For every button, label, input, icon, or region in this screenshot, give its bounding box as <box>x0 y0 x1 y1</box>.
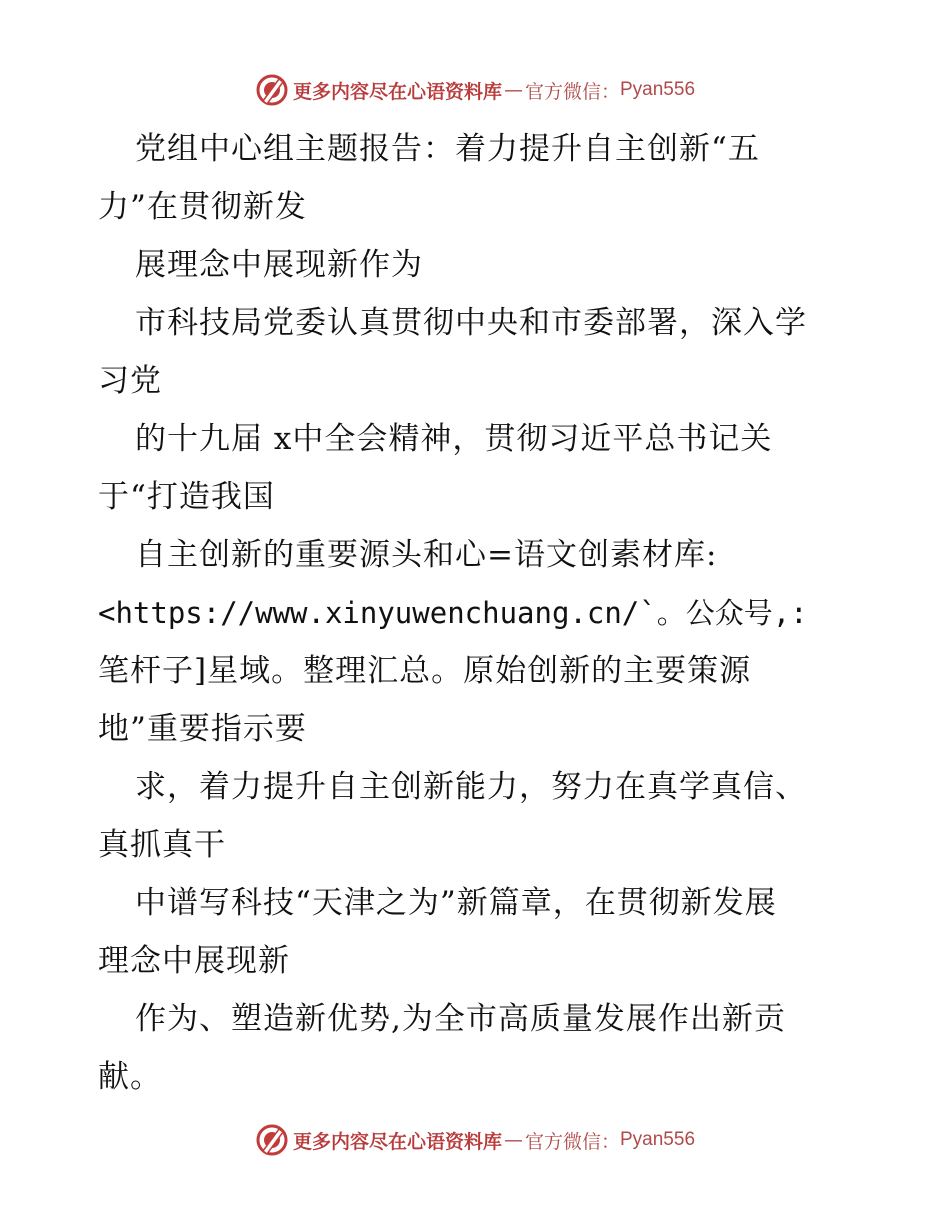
doc-line: 真抓真干 <box>98 827 226 863</box>
doc-line: 于“打造我国 <box>98 479 275 515</box>
document-body <box>98 120 868 1106</box>
doc-line: 展理念中展现新作为 <box>135 247 423 283</box>
doc-line: 党组中心组主题报告：着力提升自主创新“五 <box>135 131 760 167</box>
banner-dash: — <box>503 1129 523 1151</box>
banner-account-label: 官方微信： <box>524 1130 620 1153</box>
banner-account-label: 官方微信： <box>524 80 620 103</box>
doc-line: 献。 <box>98 1059 162 1095</box>
doc-line: 市科技局党委认真贯彻中央和市委部署，深入学 <box>135 305 807 341</box>
header-banner <box>0 70 950 110</box>
doc-line: 地”重要指示要 <box>98 711 307 747</box>
doc-line: 习党 <box>98 363 162 399</box>
pen-logo-icon <box>255 1123 289 1157</box>
banner-main-text: 更多内容尽在心语资料库 <box>292 80 502 103</box>
doc-line: 理念中展现新 <box>98 943 290 979</box>
pen-logo-icon <box>255 73 289 107</box>
doc-line: 笔杆子]星域。整理汇总。原始创新的主要策源 <box>98 653 752 689</box>
footer-banner <box>0 1120 950 1160</box>
doc-line: 自主创新的重要源头和心=语文创素材库: <box>135 537 718 573</box>
doc-line: 的十九届 x中全会精神，贯彻习近平总书记关 <box>135 421 773 457</box>
doc-line: 作为、塑造新优势,为全市高质量发展作出新贡 <box>135 1001 786 1037</box>
doc-line: 力”在贯彻新发 <box>98 189 307 225</box>
doc-line-url: <https://www.xinyuwenchuang.cn/`。公众号,: <box>98 596 808 630</box>
doc-line: 中谱写科技“天津之为”新篇章，在贯彻新发展 <box>135 885 777 921</box>
banner-account-handle: Pyan556 <box>620 79 696 100</box>
banner-main-text: 更多内容尽在心语资料库 <box>292 1130 502 1153</box>
banner-account-handle: Pyan556 <box>620 1129 696 1150</box>
doc-line: 求，着力提升自主创新能力，努力在真学真信、 <box>135 769 807 805</box>
banner-dash: — <box>503 79 523 101</box>
